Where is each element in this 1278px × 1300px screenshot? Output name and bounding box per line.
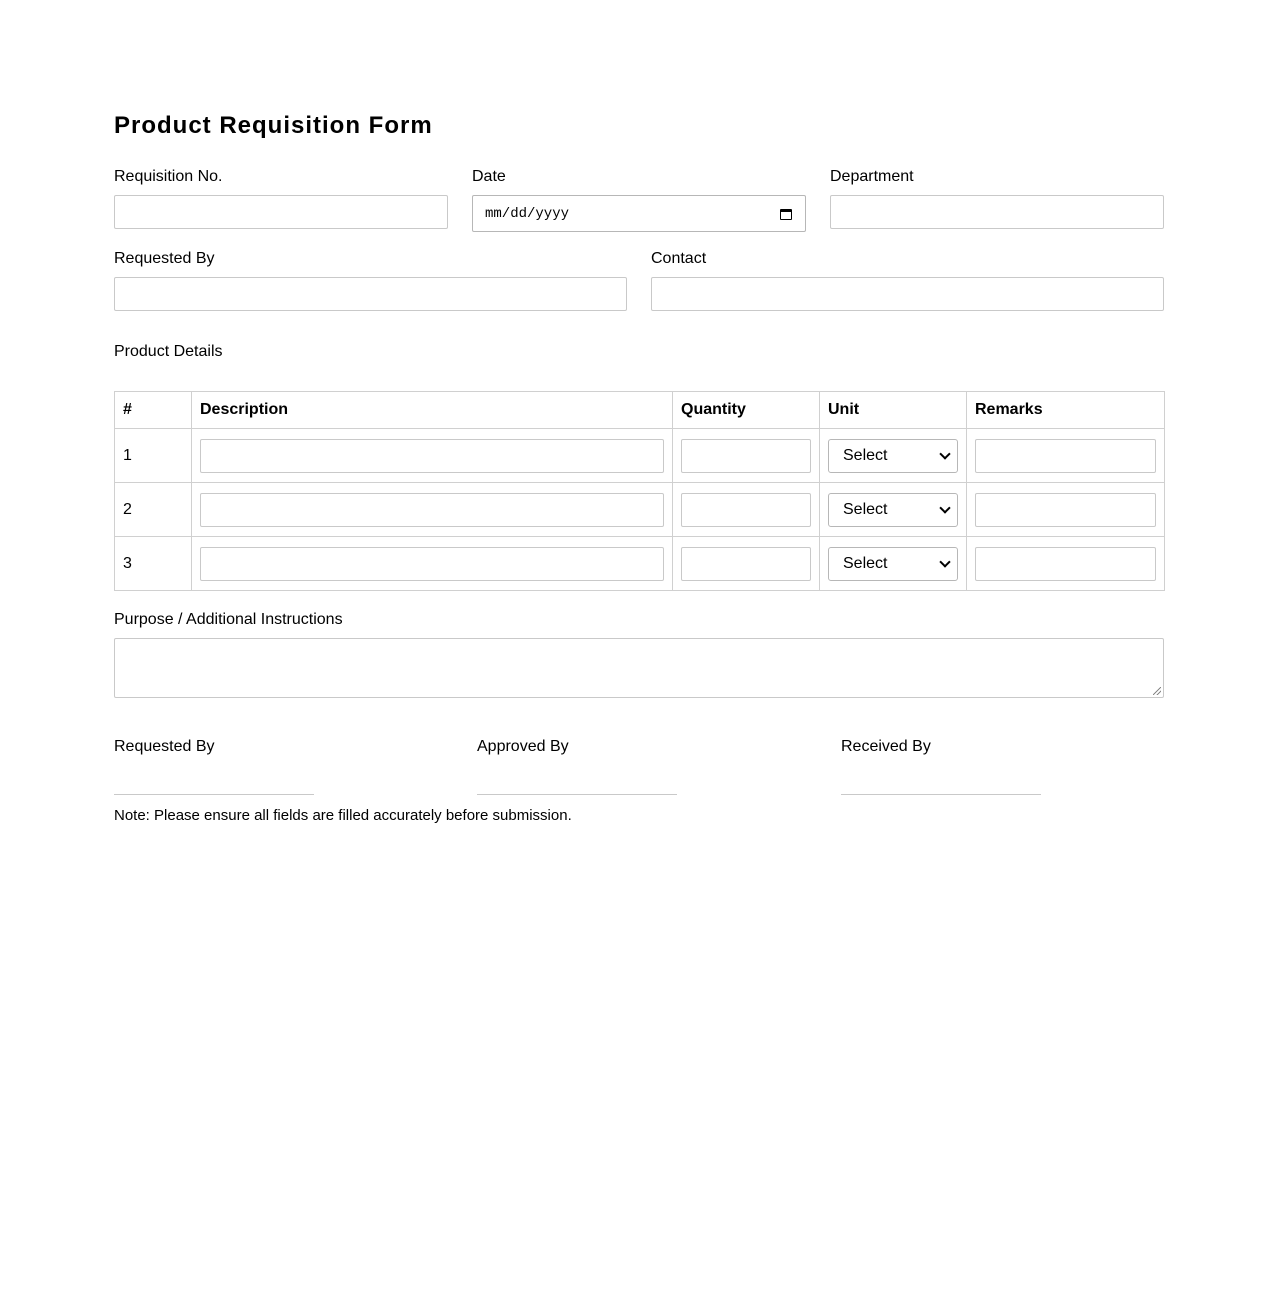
signature-requested-by-line	[114, 794, 314, 795]
signature-approved-by-line	[477, 794, 677, 795]
unit-select[interactable]	[828, 439, 958, 473]
department-label: Department	[830, 168, 914, 185]
table-header-row	[115, 392, 1165, 429]
table-row	[115, 429, 1165, 483]
page-title: Product Requisition Form	[114, 112, 433, 139]
requested-by-input[interactable]	[114, 277, 627, 311]
chevron-down-icon	[939, 448, 950, 459]
column-header-description: Description	[192, 392, 673, 429]
signature-requested-by-label: Requested By	[114, 738, 215, 755]
date-input[interactable]	[472, 195, 806, 232]
description-input[interactable]	[200, 439, 664, 473]
contact-label: Contact	[651, 250, 707, 267]
unit-select-value: Select	[843, 446, 888, 464]
purpose-label: Purpose / Additional Instructions	[114, 611, 343, 628]
quantity-input[interactable]	[681, 439, 811, 473]
signature-approved-by-label: Approved By	[477, 738, 569, 755]
calendar-icon[interactable]	[779, 207, 793, 221]
remarks-input[interactable]	[975, 439, 1156, 473]
column-header-remarks: Remarks	[967, 392, 1165, 429]
table-row	[115, 483, 1165, 537]
signature-received-by-label: Received By	[841, 738, 931, 755]
remarks-input[interactable]	[975, 493, 1156, 527]
product-details-table	[114, 391, 1165, 591]
column-header-unit: Unit	[820, 392, 967, 429]
purpose-textarea[interactable]	[114, 638, 1164, 698]
description-input[interactable]	[200, 547, 664, 581]
department-input[interactable]	[830, 195, 1164, 229]
column-header-number: #	[115, 392, 192, 429]
requisition-no-input[interactable]	[114, 195, 448, 229]
chevron-down-icon	[939, 502, 950, 513]
quantity-input[interactable]	[681, 547, 811, 581]
unit-select-value: Select	[843, 554, 888, 572]
unit-select[interactable]	[828, 493, 958, 527]
requested-by-label: Requested By	[114, 250, 215, 267]
row-number: 1	[115, 429, 192, 483]
chevron-down-icon	[939, 556, 950, 567]
remarks-input[interactable]	[975, 547, 1156, 581]
submission-note: Note: Please ensure all fields are filled accurately before submission.	[114, 807, 572, 824]
table-row	[115, 537, 1165, 591]
resize-handle-icon[interactable]	[1153, 687, 1161, 695]
column-header-quantity: Quantity	[673, 392, 820, 429]
unit-select-value: Select	[843, 500, 888, 518]
row-number: 2	[115, 483, 192, 537]
date-label: Date	[472, 168, 506, 185]
unit-select[interactable]	[828, 547, 958, 581]
quantity-input[interactable]	[681, 493, 811, 527]
description-input[interactable]	[200, 493, 664, 527]
row-number: 3	[115, 537, 192, 591]
date-placeholder: mm/dd/yyyy	[485, 205, 570, 222]
product-details-heading: Product Details	[114, 343, 223, 360]
contact-input[interactable]	[651, 277, 1164, 311]
requisition-no-label: Requisition No.	[114, 168, 223, 185]
signature-received-by-line	[841, 794, 1041, 795]
